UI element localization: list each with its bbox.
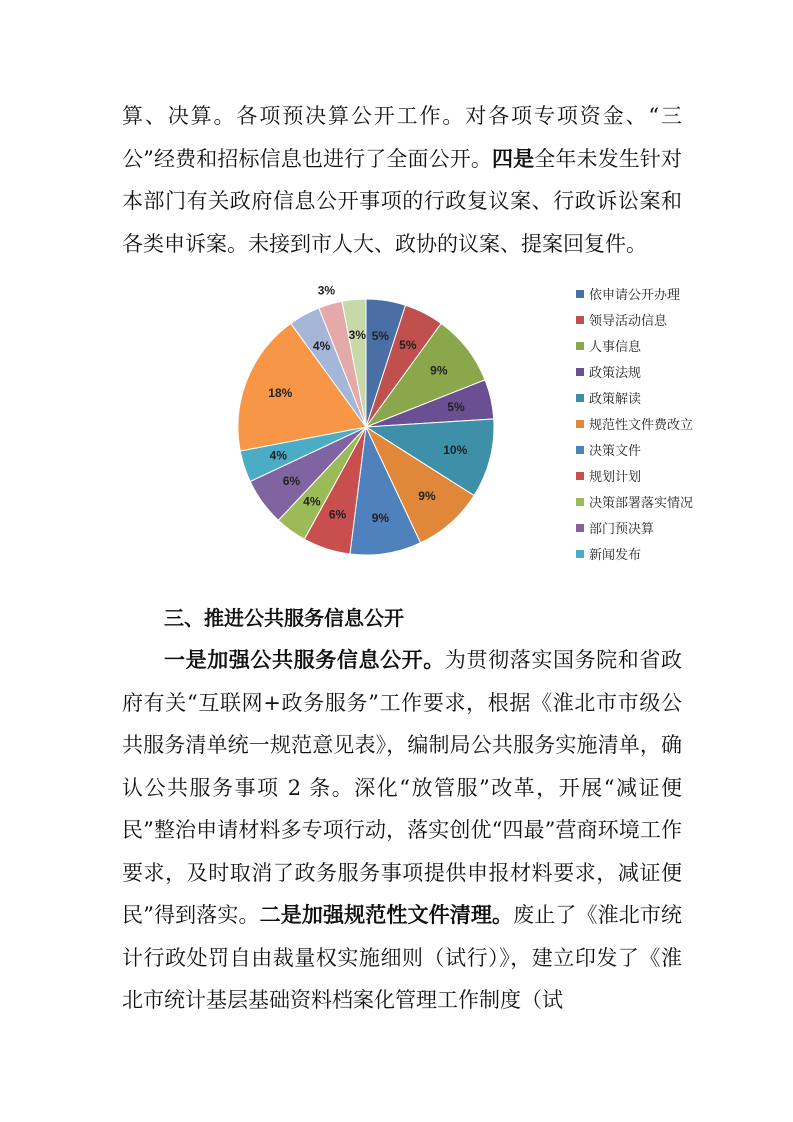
- legend-label: 决策文件: [589, 444, 642, 459]
- slice-label: 9%: [371, 511, 390, 526]
- legend-swatch: [576, 342, 584, 350]
- slice-label: 3%: [348, 328, 366, 343]
- slice-label: 10%: [443, 442, 468, 457]
- legend-label: 规范性文件费改立: [589, 418, 694, 433]
- paragraph-public-service: [122, 639, 682, 1022]
- slice-label: 5%: [447, 399, 465, 414]
- legend-label: 领导活动信息: [589, 314, 668, 329]
- legend-label: 部门预决算: [589, 522, 655, 537]
- pie-slices: [238, 284, 494, 555]
- legend-swatch: [576, 550, 584, 558]
- slice-label: 5%: [399, 337, 417, 352]
- legend-label: 依申请公开办理: [589, 288, 681, 303]
- legend-swatch: [576, 420, 584, 428]
- paragraph-text: 全年未发生针对本部门有关政府信息公开事项的行政复议案、行政诉讼案和各类申诉案。未接到市人大、政协的议案、提案回复件。: [122, 146, 683, 256]
- legend-swatch: [576, 524, 584, 532]
- legend-swatch: [576, 446, 584, 454]
- slice-label: 4%: [269, 448, 288, 463]
- slice-label: 3%: [317, 283, 336, 298]
- legend-swatch: [576, 290, 584, 298]
- section-heading: 三、推进公共服务信息公开: [164, 606, 404, 630]
- pie-chart: [220, 280, 720, 580]
- slice-label: 9%: [418, 489, 436, 504]
- slice-label: 4%: [312, 339, 331, 354]
- legend-swatch: [576, 472, 584, 480]
- legend-label: 新闻发布: [589, 548, 642, 563]
- slice-label: 9%: [430, 363, 448, 378]
- bold-lead: 一是加强公共服务信息公开。: [164, 647, 445, 672]
- paragraph-text: 为贯彻落实国务院和省政府有关“互联网+政务服务”工作要求，根据《淮北市市级公共服务清单统一规范意见表》，编制局公共服务实施清单，确认公共服务事项 2 条。深化“放管服”改革，开展“减证便民”整治申请材料多专项行动，落实创优“四最”营商环境工作要求，及时取消了政务服务事项提供申报材料要求，减证便民”得到落实。: [122, 648, 683, 927]
- bold-lead: 二是加强规范性文件清理。: [259, 902, 514, 927]
- legend-swatch: [576, 368, 584, 376]
- paragraph-text: 废止了《淮北市统计行政处罚自由裁量权实施细则（试行）》，建立印发了《淮北市统计基层基础资料档案化管理工作制度（试: [122, 903, 682, 1012]
- legend-label: 政策解读: [589, 392, 642, 407]
- slice-label: 5%: [371, 328, 390, 343]
- legend-swatch: [576, 316, 584, 324]
- legend-label: 人事信息: [589, 340, 642, 355]
- legend-label: 规划计划: [589, 470, 642, 485]
- legend-label: 决策部署落实情况: [589, 496, 694, 511]
- slice-label: 18%: [268, 386, 293, 401]
- slice-label: 6%: [328, 507, 347, 522]
- slice-label: 6%: [282, 474, 301, 489]
- legend-swatch: [576, 498, 584, 506]
- legend-label: 政策法规: [589, 366, 642, 381]
- chart-legend: [576, 287, 693, 563]
- slice-label: 4%: [303, 494, 321, 509]
- legend-swatch: [576, 394, 584, 402]
- bold-lead: 四是: [492, 145, 535, 171]
- paragraph-disclosure: [122, 95, 682, 265]
- paragraph-text: 算、决算。各项预决算公开工作。对各项专项资金、“三公”经费和招标信息也进行了全面公开。: [122, 104, 682, 171]
